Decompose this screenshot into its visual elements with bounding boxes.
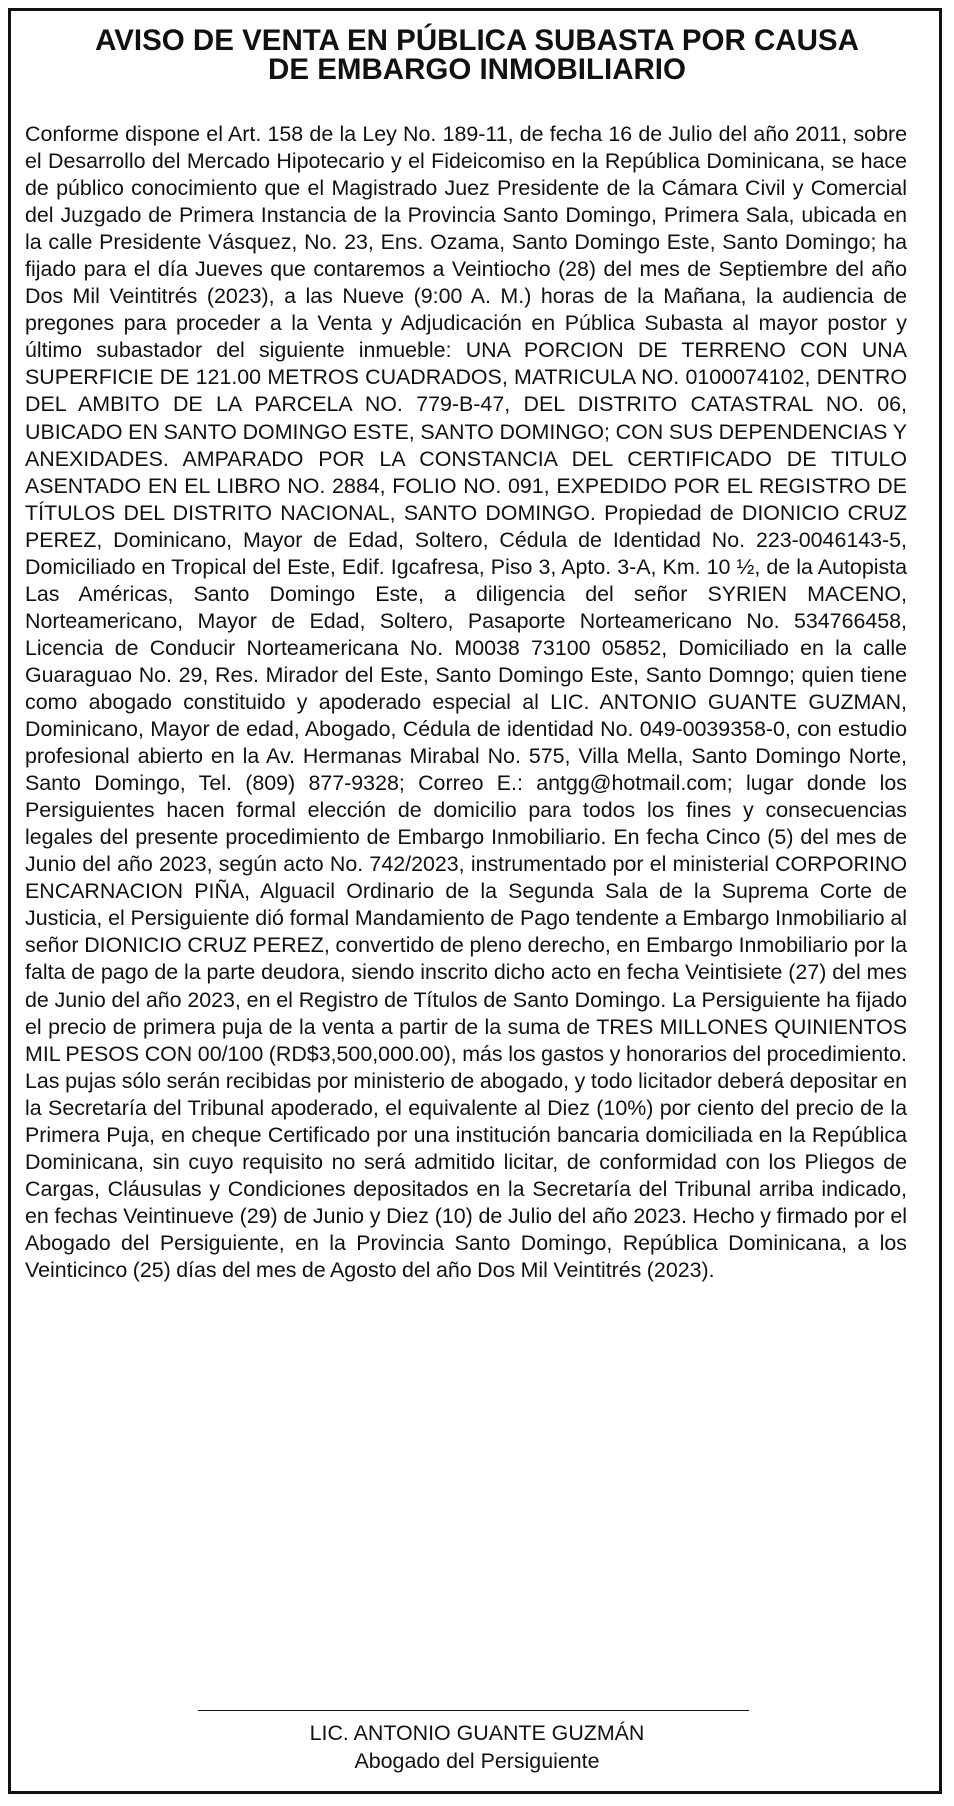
signature-name: LIC. ANTONIO GUANTE GUZMÁN xyxy=(309,1721,645,1745)
signature-role: Abogado del Persiguiente xyxy=(354,1749,600,1773)
notice-title-line-1: AVISO DE VENTA EN PÚBLICA SUBASTA POR CAUSA xyxy=(95,24,859,57)
signature-line xyxy=(198,1710,749,1711)
notice-title-line-2: DE EMBARGO INMOBILIARIO xyxy=(268,53,686,86)
notice-title xyxy=(20,26,934,84)
notice-body: Conforme dispone el Art. 158 de la Ley No. 189-11, de fecha 16 de Julio del año 2011, sobre el Desarrollo del Mercado Hipotecario y el Fideicomiso en la República Dominicana, se hace de público conocimiento que el Magistrado Juez Presidente de la Cámara Civil y Comercial del Juzgado de Primera Instancia de la Provincia Santo Domingo, Primera Sala, ubicada en la calle Presidente Vásquez, No. 23, Ens. Ozama, Santo Domingo Este, Santo Domingo; ha fijado para el día Jueves que contaremos a Veintiocho (28) del mes de Septiembre del año Dos Mil Veintitrés (2023), a las Nueve (9:00 A. M.) horas de la Mañana, la audiencia de pregones para proceder a la Venta y Adjudicación en Pública Subasta al mayor postor y último subastador del siguiente inmueble: UNA PORCION DE TERRENO CON UNA SUPERFICIE DE 121.00 METROS CUADRADOS, MATRICULA NO. 0100074102, DENTRO DEL AMBITO DE LA PARCELA NO. 779-B-47, DEL DISTRITO CATASTRAL NO. 06, UBICADO EN SANTO DOMINGO ESTE, SANTO DOMINGO; CON SUS DEPENDENCIAS Y ANEXIDADES. AMPARADO POR LA CONSTANCIA DEL CERTIFICADO DE TITULO ASENTADO EN EL LIBRO NO. 2884, FOLIO NO. 091, EXPEDIDO POR EL REGISTRO DE TÍTULOS DEL DISTRITO NACIONAL, SANTO DOMINGO. Propiedad de DIONICIO CRUZ PEREZ, Dominicano, Mayor de Edad, Soltero, Cédula de Identidad No. 223-0046143-5, Domiciliado en Tropical del Este, Edif. Igcafresa, Piso 3, Apto. 3-A, Km. 10 ½, de la Autopista Las Américas, Santo Domingo Este, a diligencia del señor SYRIEN MACENO, Norteamericano, Mayor de Edad, Soltero, Pasaporte Norteamericano No. 534766458, Licencia de Conducir Norteamericana No. M0038 73100 05852, Domiciliado en la calle Guaraguao No. 29, Res. Mirador del Este, Santo Domingo Este, Santo Domngo; quien tiene como abogado constituido y apoderado especial al LIC. ANTONIO GUANTE GUZMAN, Dominicano, Mayor de edad, Abogado, Cédula de identidad No. 049-0039358-0, con estudio profesional abierto en la Av. Hermanas Mirabal No. 575, Villa Mella, Santo Domingo Norte, Santo Domingo, Tel. (809) 877-9328; Correo E.: antgg@hotmail.com; lugar donde los Persiguientes hacen formal elección de domicilio para todos los fines y consecuencias legales del presente procedimiento de Embargo Inmobiliario. En fecha Cinco (5) del mes de Junio del año 2023, según acto No. 742/2023, instrumentado por el ministerial CORPORINO ENCARNACION PIÑA, Alguacil Ordinario de la Segunda Sala de la Suprema Corte de Justicia, el Persiguiente dió formal Mandamiento de Pago tendente a Embargo Inmobiliario al señor DIONICIO CRUZ PEREZ, convertido de pleno derecho, en Embargo Inmobiliario por la falta de pago de la parte deudora, siendo inscrito dicho acto en fecha Veintisiete (27) del mes de Junio del año 2023, en el Registro de Títulos de Santo Domingo. La Persiguiente ha fijado el precio de primera puja de la venta a partir de la suma de TRES MILLONES QUINIENTOS MIL PESOS CON 00/100 (RD$3,500,000.00), más los gastos y honorarios del procedimiento. Las pujas sólo serán recibidas por ministerio de abogado, y todo licitador deberá depositar en la Secretaría del Tribunal apoderado, el equivalente al Diez (10%) por ciento del precio de la Primera Puja, en cheque Certificado por una institución bancaria domiciliada en la República Dominicana, sin cuyo requisito no será admitido licitar, de conformidad con los Pliegos de Cargas, Cláusulas y Condiciones depositados en la Secretaría del Tribunal arriba indicado, en fechas Veintinueve (29) de Junio y Diez (10) de Julio del año 2023. Hecho y firmado por el Abogado del Persiguiente, en la Provincia Santo Domingo, República Dominicana, a los Veinticinco (25) días del mes de Agosto del año Dos Mil Veintitrés (2023). xyxy=(25,122,907,1282)
